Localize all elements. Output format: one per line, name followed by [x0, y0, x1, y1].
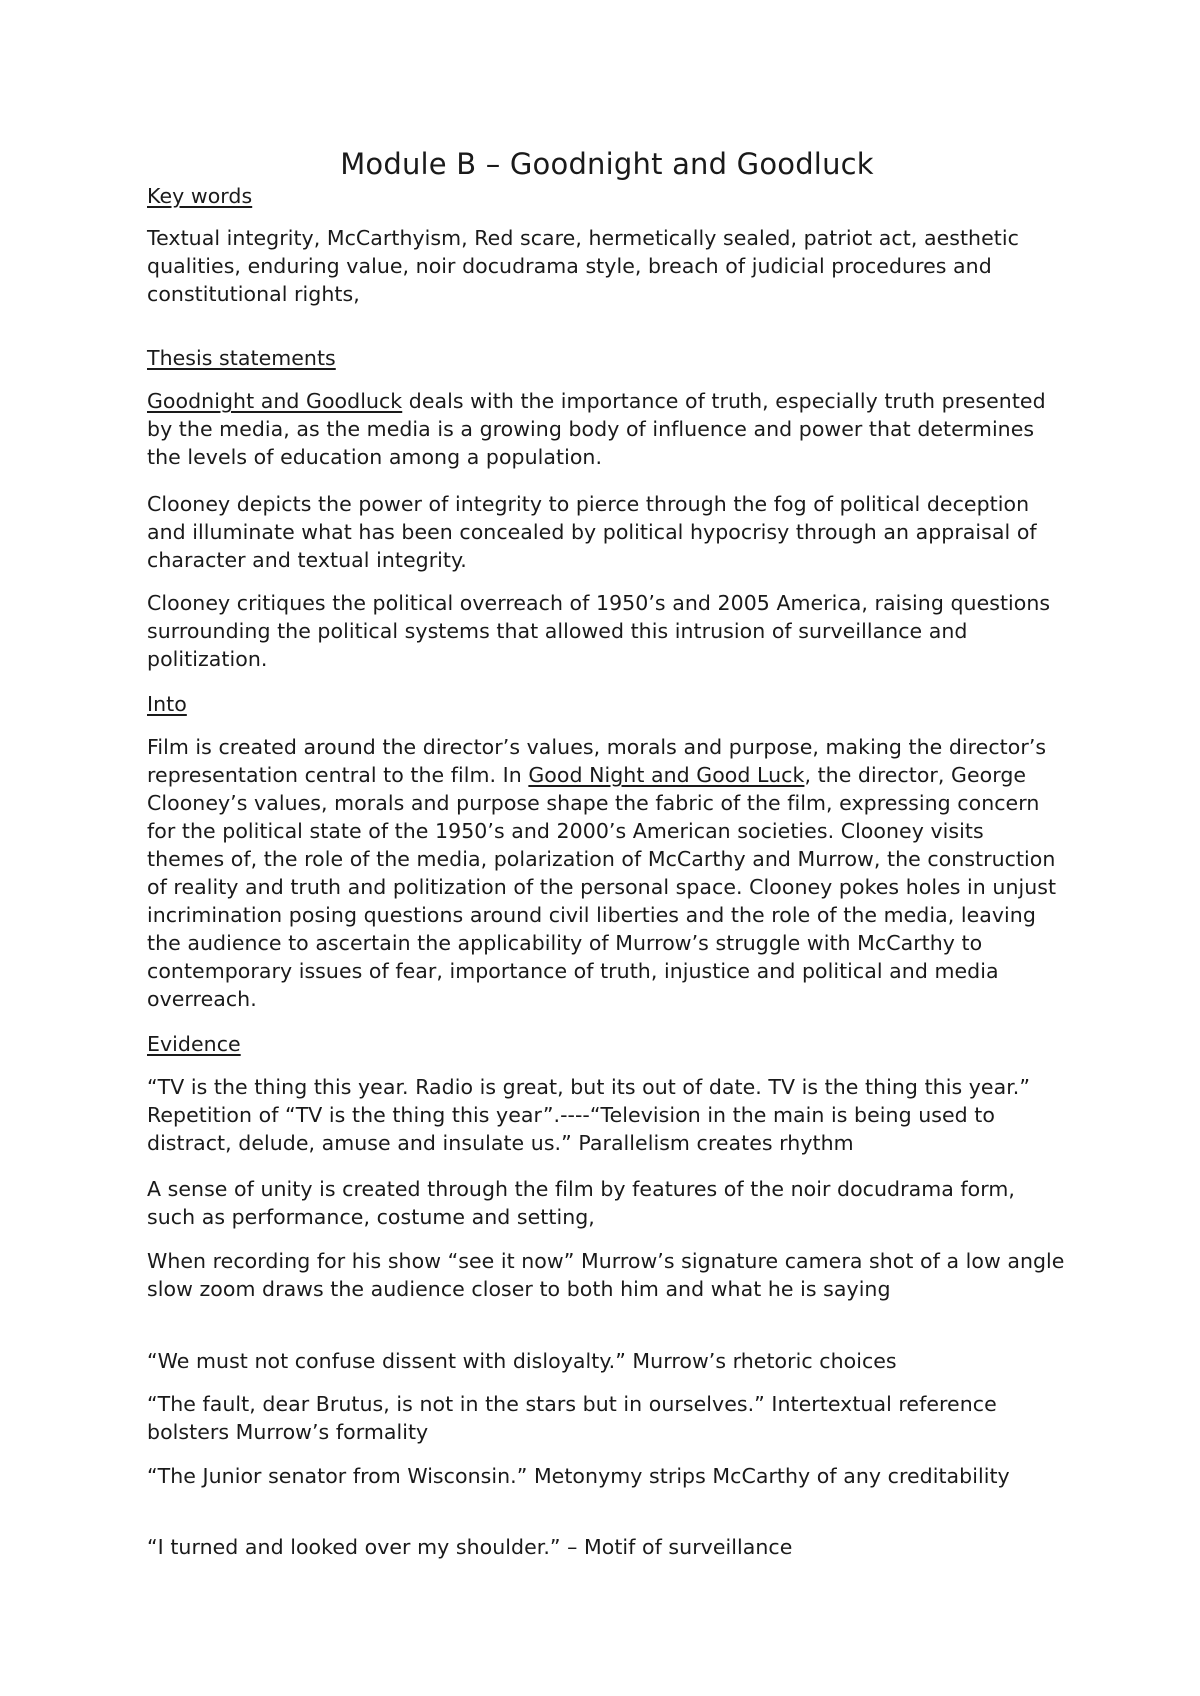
- evidence-item: “The fault, dear Brutus, is not in the stars but in ourselves.” Intertextual reference bolsters Murrow’s formality: [147, 1392, 997, 1444]
- intro-text-end: , the director, George Clooney’s values, morals and purpose shape the fabric of the film, expressing concern for the political state of the 1950’s and 2000’s American societies. Clooney visits themes of, the role of the media, polarization of McCarthy and Murrow, the construction of reality and truth and politization of the personal space. Clooney pokes holes in unjust incrimination posing questions around civil liberties and the role of the media, leaving the audience to ascertain the applicability of Murrow’s struggle with McCarthy to contemporary issues of fear, importance of truth, injustice and political and media overreach.: [147, 763, 1057, 1011]
- thesis-statement-1-text: deals with the importance of truth, especially truth presented by the media, as the media is a growing body of influence and power that determines the levels of education among a population.: [147, 389, 1046, 469]
- intro-heading: Into: [147, 692, 187, 716]
- keywords-heading: Key words: [147, 184, 253, 208]
- keywords-text: Textual integrity, McCarthyism, Red scare, hermetically sealed, patriot act, aesthetic qualities, enduring value, noir docudrama style, breach of judicial procedures and constitutional rights,: [147, 226, 1019, 306]
- intro-paragraph: [147, 733, 1067, 1013]
- evidence-item: When recording for his show “see it now” Murrow’s signature camera shot of a low angle slow zoom draws the audience closer to both him and what he is saying: [147, 1249, 1065, 1301]
- thesis-statement-3: Clooney critiques the political overreach of 1950’s and 2005 America, raising questions surrounding the political systems that allowed this intrusion of surveillance and politization.: [147, 591, 1051, 671]
- thesis-statement-1: [147, 387, 1067, 471]
- evidence-item: “TV is the thing this year. Radio is great, but its out of date. TV is the thing this year.” Repetition of “TV is the thing this year”.----“Television in the main is being used to distract, delude, amuse and insulate us.” Parallelism creates rhythm: [147, 1075, 1031, 1155]
- evidence-item: “The Junior senator from Wisconsin.” Metonymy strips McCarthy of any creditability: [147, 1464, 1010, 1488]
- thesis-heading: Thesis statements: [147, 346, 336, 370]
- evidence-item: A sense of unity is created through the film by features of the noir docudrama form, such as performance, costume and setting,: [147, 1177, 1015, 1229]
- document-title: Module B – Goodnight and Goodluck: [340, 147, 874, 181]
- intro-text-start: Film is created around the director’s values, morals and purpose, making the director’s representation central to the film. In: [147, 735, 1047, 787]
- thesis-statement-2: Clooney depicts the power of integrity to pierce through the fog of political deception and illuminate what has been concealed by political hypocrisy through an appraisal of character and textual integrity.: [147, 492, 1037, 572]
- evidence-heading: Evidence: [147, 1032, 241, 1056]
- intro-film-title: Good Night and Good Luck: [528, 763, 805, 787]
- evidence-item: “I turned and looked over my shoulder.” – Motif of surveillance: [147, 1535, 793, 1559]
- evidence-item: “We must not confuse dissent with disloyalty.” Murrow’s rhetoric choices: [147, 1349, 897, 1373]
- film-title-underlined: Goodnight and Goodluck: [147, 389, 403, 413]
